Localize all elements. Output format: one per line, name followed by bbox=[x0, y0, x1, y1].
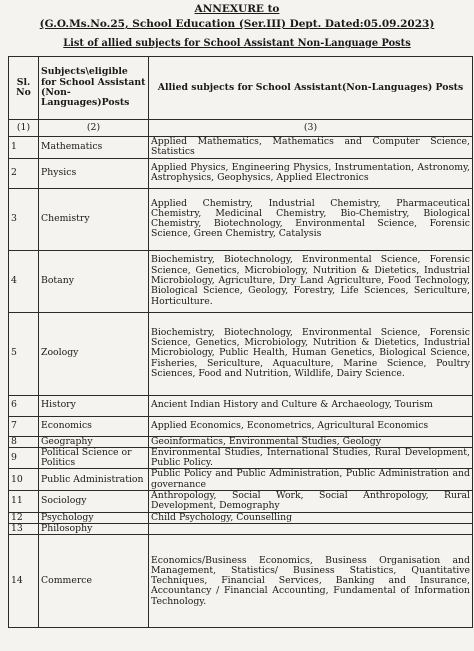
go-reference: (G.O.Ms.No.25, School Education (Ser.III) Dept. Dated:05.09.2023) bbox=[39, 18, 435, 30]
sl-number: 6 bbox=[9, 395, 39, 416]
allied-subjects: Public Policy and Public Administration, Public Administration and governance bbox=[149, 469, 473, 491]
table-row bbox=[9, 447, 473, 469]
annexure-title: ANNEXURE to bbox=[194, 3, 280, 15]
allied-subjects: Economics/Business Economics, Business Organisation and Management, Statistics/ Business Statistics, Quantitative Techniques, Financial Services, Banking and Insurance, Accountancy / Financial Accounting, Fundamental of Information Technology. bbox=[149, 535, 473, 628]
eligible-subject: Political Science or Politics bbox=[39, 447, 149, 469]
eligible-subject: Physics bbox=[39, 158, 149, 188]
list-title: List of allied subjects for School Assistant Non-Language Posts bbox=[63, 38, 411, 49]
column-number-row bbox=[9, 120, 473, 137]
allied-subjects: Biochemistry, Biotechnology, Environmental Science, Forensic Science, Genetics, Microbiology, Nutrition & Dietetics, Industrial Microbiology, Agriculture, Dry Land Agriculture, Food Technology, Biological Science, Geology, Forestry, Life Sciences, Sericulture, Horticulture. bbox=[149, 250, 473, 312]
allied-subjects: Applied Chemistry, Industrial Chemistry, Pharmaceutical Chemistry, Medicinal Chemistry, Bio-Chemistry, Biological Chemistry, Biotechnology, Environmental Science, Forensic Science, Green Chemistry, Catalysis bbox=[149, 188, 473, 250]
header-eligible-subject: Subjects\eligible for School Assistant (Non-Languages)Posts bbox=[39, 57, 149, 120]
sl-number: 5 bbox=[9, 312, 39, 395]
table-row bbox=[9, 158, 473, 188]
sl-number: 14 bbox=[9, 535, 39, 628]
column-number-3: (3) bbox=[149, 120, 473, 137]
table-row bbox=[9, 250, 473, 312]
table-row bbox=[9, 312, 473, 395]
sl-number: 8 bbox=[9, 436, 39, 447]
header-allied-subjects: Allied subjects for School Assistant(Non-Languages) Posts bbox=[149, 57, 473, 120]
allied-subjects: Ancient Indian History and Culture & Archaeology, Tourism bbox=[149, 395, 473, 416]
allied-subjects: Biochemistry, Biotechnology, Environmental Science, Forensic Science, Genetics, Microbiology, Nutrition & Dietetics, Industrial Microbiology, Public Health, Human Genetics, Biological Science, Fisheries, Sericulture, Aquaculture, Marine Science, Poultry Sciences, Food and Nutrition, Wildlife, Dairy Science. bbox=[149, 312, 473, 395]
eligible-subject: Psychology bbox=[39, 512, 149, 523]
sl-number: 10 bbox=[9, 469, 39, 491]
column-number-2: (2) bbox=[39, 120, 149, 137]
table-row bbox=[9, 137, 473, 159]
allied-subjects: Applied Mathematics, Mathematics and Computer Science, Statistics bbox=[149, 137, 473, 159]
eligible-subject: Philosophy bbox=[39, 523, 149, 534]
table-row bbox=[9, 491, 473, 513]
allied-subjects bbox=[149, 523, 473, 534]
eligible-subject: Economics bbox=[39, 416, 149, 436]
allied-subjects-table bbox=[8, 56, 473, 628]
sl-number: 11 bbox=[9, 491, 39, 513]
eligible-subject: Public Administration bbox=[39, 469, 149, 491]
eligible-subject: Sociology bbox=[39, 491, 149, 513]
table-row bbox=[9, 395, 473, 416]
sl-number: 12 bbox=[9, 512, 39, 523]
allied-subjects: Applied Physics, Engineering Physics, Instrumentation, Astronomy, Astrophysics, Geophysics, Applied Electronics bbox=[149, 158, 473, 188]
eligible-subject: Geography bbox=[39, 436, 149, 447]
column-number-1: (1) bbox=[9, 120, 39, 137]
header-sl-no: Sl. No bbox=[9, 57, 39, 120]
sl-number: 9 bbox=[9, 447, 39, 469]
table-row bbox=[9, 535, 473, 628]
eligible-subject: Commerce bbox=[39, 535, 149, 628]
sl-number: 13 bbox=[9, 523, 39, 534]
table-row bbox=[9, 188, 473, 250]
eligible-subject: Botany bbox=[39, 250, 149, 312]
table-row bbox=[9, 469, 473, 491]
sl-number: 1 bbox=[9, 137, 39, 159]
table-row bbox=[9, 523, 473, 534]
table-row bbox=[9, 512, 473, 523]
allied-subjects: Environmental Studies, International Studies, Rural Development, Public Policy. bbox=[149, 447, 473, 469]
eligible-subject: History bbox=[39, 395, 149, 416]
eligible-subject: Chemistry bbox=[39, 188, 149, 250]
allied-subjects: Applied Economics, Econometrics, Agricultural Economics bbox=[149, 416, 473, 436]
table-header-row bbox=[9, 57, 473, 120]
table-row bbox=[9, 436, 473, 447]
sl-number: 7 bbox=[9, 416, 39, 436]
allied-subjects: Geoinformatics, Environmental Studies, Geology bbox=[149, 436, 473, 447]
sl-number: 3 bbox=[9, 188, 39, 250]
table-row bbox=[9, 416, 473, 436]
eligible-subject: Zoology bbox=[39, 312, 149, 395]
allied-subjects: Anthropology, Social Work, Social Anthropology, Rural Development, Demography bbox=[149, 491, 473, 513]
sl-number: 2 bbox=[9, 158, 39, 188]
sl-number: 4 bbox=[9, 250, 39, 312]
eligible-subject: Mathematics bbox=[39, 137, 149, 159]
allied-subjects: Child Psychology, Counselling bbox=[149, 512, 473, 523]
